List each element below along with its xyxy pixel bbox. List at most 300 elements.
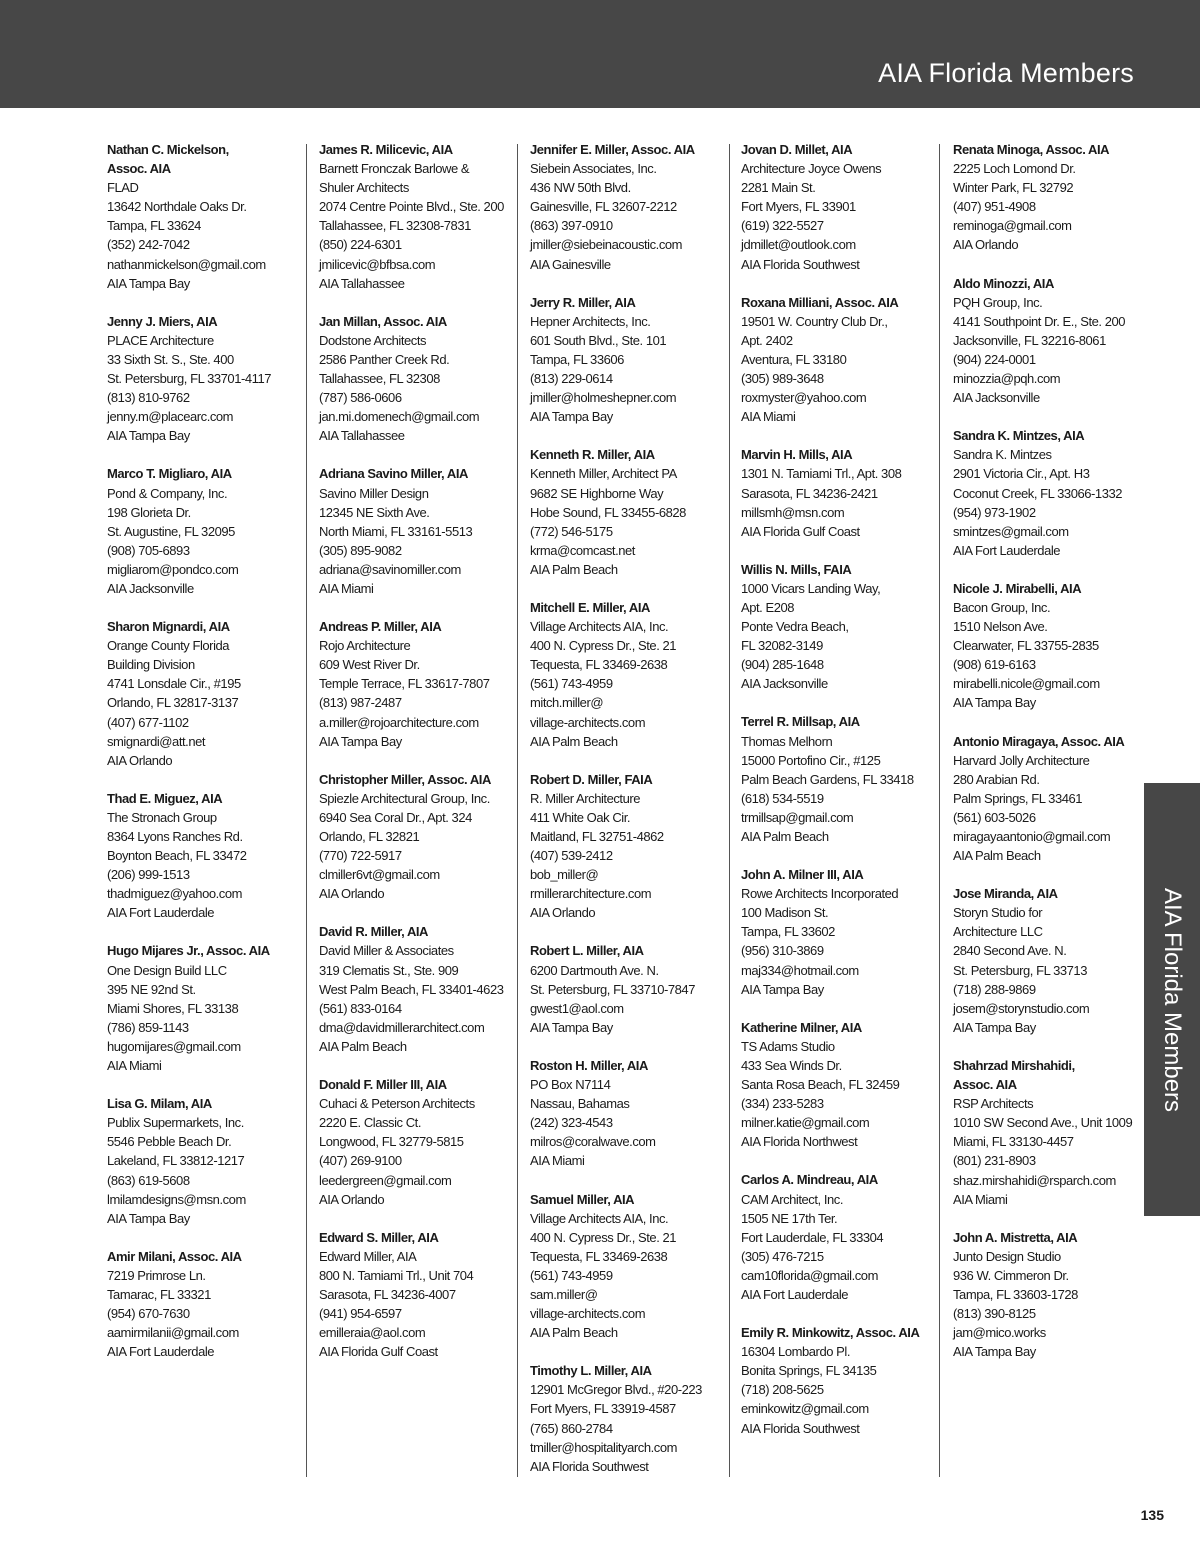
- member-entry: [953, 1228, 1158, 1362]
- member-entry: [953, 884, 1158, 1037]
- member-detail: David Miller & Associates: [319, 943, 454, 959]
- member-detail: Tampa, FL 33602: [741, 924, 835, 940]
- member-entry: [530, 1361, 735, 1476]
- member-entry: [741, 1323, 946, 1438]
- member-detail: 6940 Sea Coral Dr., Apt. 324: [319, 809, 472, 825]
- member-name: Adriana Savino Miller, AIA: [319, 466, 468, 482]
- member-detail: AIA Orlando: [319, 886, 385, 902]
- member-detail: 12901 McGregor Blvd., #20-223: [530, 1382, 702, 1398]
- member-detail: nathanmickelson@gmail.com: [107, 256, 266, 272]
- member-entry: [741, 140, 946, 274]
- member-detail: 2074 Centre Pointe Blvd., Ste. 200: [319, 199, 504, 215]
- member-name: David R. Miller, AIA: [319, 924, 428, 940]
- member-detail: roxmyster@yahoo.com: [741, 390, 867, 406]
- member-entry: [741, 445, 946, 540]
- member-detail: Dodstone Architects: [319, 332, 427, 348]
- member-detail: clmiller6vt@gmail.com: [319, 867, 440, 883]
- member-detail: (941) 954-6597: [319, 1306, 402, 1322]
- member-detail: AIA Tampa Bay: [953, 695, 1036, 711]
- member-detail: 1510 Nelson Ave.: [953, 619, 1048, 635]
- member-entry: [530, 598, 735, 751]
- member-entry: [953, 1056, 1158, 1209]
- member-detail: Village Architects AIA, Inc.: [530, 1210, 669, 1226]
- member-detail: 436 NW 50th Blvd.: [530, 180, 631, 196]
- member-name: Jenny J. Miers, AIA: [107, 313, 218, 329]
- member-detail: AIA Tampa Bay: [953, 1019, 1036, 1035]
- member-detail: Bonita Springs, FL 34135: [741, 1363, 877, 1379]
- member-detail: 4741 Lonsdale Cir., #195: [107, 676, 241, 692]
- member-detail: 2225 Loch Lomond Dr.: [953, 161, 1076, 177]
- member-detail: minozzia@pqh.com: [953, 371, 1061, 387]
- member-detail: (904) 285-1648: [741, 657, 824, 673]
- member-detail: AIA Tallahassee: [319, 428, 405, 444]
- member-detail: 609 West River Dr.: [319, 657, 420, 673]
- member-detail: emilleraia@aol.com: [319, 1325, 426, 1341]
- page-header: [0, 0, 1200, 108]
- member-name: Jovan D. Millet, AIA: [741, 142, 853, 157]
- member-detail: 2281 Main St.: [741, 180, 816, 196]
- member-detail: Sarasota, FL 34236-4007: [319, 1286, 456, 1302]
- member-detail: Savino Miller Design: [319, 485, 429, 501]
- member-detail: AIA Tampa Bay: [741, 981, 824, 997]
- member-detail: reminoga@gmail.com: [953, 218, 1072, 234]
- member-detail: AIA Tampa Bay: [107, 1210, 190, 1226]
- member-detail: 1010 SW Second Ave., Unit 1009: [953, 1115, 1133, 1131]
- member-detail: jan.mi.domenech@gmail.com: [319, 409, 480, 425]
- member-detail: maj334@hotmail.com: [741, 962, 859, 978]
- member-detail: jmiller@siebeinacoustic.com: [530, 237, 683, 253]
- member-detail: smignardi@att.net: [107, 733, 206, 749]
- member-detail: hugomijares@gmail.com: [107, 1038, 241, 1054]
- member-detail: (561) 833-0164: [319, 1000, 402, 1016]
- member-name: Roxana Milliani, Assoc. AIA: [741, 294, 899, 310]
- member-detail: Orlando, FL 32817-3137: [107, 695, 239, 711]
- member-detail: AIA Miami: [741, 409, 796, 425]
- member-detail: Lakeland, FL 33812-1217: [107, 1153, 245, 1169]
- directory-column-3: [530, 140, 735, 1495]
- member-detail: Publix Supermarkets, Inc.: [107, 1115, 244, 1131]
- member-detail: Aventura, FL 33180: [741, 351, 847, 367]
- column-divider: [939, 144, 940, 1477]
- member-entry: [319, 617, 524, 751]
- member-detail: (954) 973-1902: [953, 504, 1036, 520]
- member-detail: Junto Design Studio: [953, 1248, 1061, 1264]
- member-name: Robert D. Miller, FAIA: [530, 771, 653, 787]
- member-detail: (904) 224-0001: [953, 351, 1036, 367]
- member-entry: [319, 312, 524, 446]
- member-detail: AIA Palm Beach: [530, 733, 618, 749]
- member-detail: (206) 999-1513: [107, 867, 190, 883]
- member-detail: AIA Tampa Bay: [530, 1019, 613, 1035]
- member-detail: Cuhaci & Peterson Architects: [319, 1096, 475, 1112]
- member-detail: Apt. E208: [741, 599, 795, 615]
- member-detail: FL 32082-3149: [741, 638, 823, 654]
- member-detail: Fort Myers, FL 33919-4587: [530, 1401, 676, 1417]
- member-detail: (407) 951-4908: [953, 199, 1036, 215]
- member-detail: (956) 310-3869: [741, 943, 824, 959]
- member-detail: 411 White Oak Cir.: [530, 809, 631, 825]
- member-detail: PQH Group, Inc.: [953, 294, 1043, 310]
- member-detail: Pond & Company, Inc.: [107, 485, 228, 501]
- member-detail: Edward Miller, AIA: [319, 1248, 417, 1264]
- member-detail: mirabelli.nicole@gmail.com: [953, 676, 1100, 692]
- member-detail: Fort Myers, FL 33901: [741, 199, 856, 215]
- member-entry: [319, 922, 524, 1056]
- section-title: AIA Florida Members: [878, 58, 1134, 88]
- member-name: Sandra K. Mintzes, AIA: [953, 428, 1085, 444]
- member-detail: krma@comcast.net: [530, 542, 635, 558]
- member-detail: lmilamdesigns@msn.com: [107, 1191, 246, 1207]
- member-detail: Maitland, FL 32751-4862: [530, 829, 664, 844]
- member-entry: [741, 293, 946, 427]
- member-detail: 319 Clematis St., Ste. 909: [319, 962, 459, 978]
- member-detail: One Design Build LLC: [107, 962, 227, 978]
- directory-column-2: [319, 140, 524, 1380]
- member-detail: (618) 534-5519: [741, 790, 824, 806]
- member-detail: AIA Palm Beach: [530, 561, 618, 577]
- member-detail: AIA Orlando: [530, 905, 596, 921]
- member-detail: The Stronach Group: [107, 809, 217, 825]
- member-detail: (786) 859-1143: [107, 1019, 189, 1035]
- member-detail: 9682 SE Highborne Way: [530, 485, 664, 501]
- member-detail: Kenneth Miller, Architect PA: [530, 466, 677, 482]
- member-entry: [530, 770, 735, 923]
- member-detail: Tamarac, FL 33321: [107, 1286, 211, 1302]
- member-detail: (801) 231-8903: [953, 1153, 1036, 1169]
- member-detail: (954) 670-7630: [107, 1306, 190, 1322]
- member-detail: AIA Palm Beach: [741, 829, 829, 844]
- member-name: Samuel Miller, AIA: [530, 1191, 635, 1207]
- member-detail: rmillerarchitecture.com: [530, 886, 652, 902]
- member-detail: Building Division: [107, 657, 195, 673]
- member-name: Mitchell E. Miller, AIA: [530, 599, 650, 615]
- member-detail: 800 N. Tamiami Trl., Unit 704: [319, 1267, 474, 1283]
- member-detail: AIA Fort Lauderdale: [953, 542, 1061, 558]
- member-detail: (787) 586-0606: [319, 390, 402, 406]
- member-detail: (561) 743-4959: [530, 1267, 613, 1283]
- member-detail: jmiller@holmeshepner.com: [530, 390, 677, 406]
- member-detail: (908) 619-6163: [953, 657, 1036, 673]
- member-detail: village-architects.com: [530, 714, 646, 730]
- member-detail: AIA Miami: [953, 1191, 1008, 1207]
- member-name: Timothy L. Miller, AIA: [530, 1363, 652, 1379]
- member-entry: [319, 1228, 524, 1362]
- member-detail: St. Petersburg, FL 33701-4117: [107, 371, 272, 387]
- member-detail: 16304 Lombardo Pl.: [741, 1344, 850, 1360]
- member-entry: [319, 464, 524, 598]
- column-divider: [306, 144, 307, 1477]
- member-name: Nicole J. Mirabelli, AIA: [953, 580, 1082, 596]
- member-name: Assoc. AIA: [107, 161, 171, 177]
- member-detail: 12345 NE Sixth Ave.: [319, 504, 430, 520]
- member-detail: (619) 322-5527: [741, 218, 824, 234]
- member-detail: (863) 397-0910: [530, 218, 613, 234]
- member-entry: [530, 445, 735, 579]
- member-name: Jose Miranda, AIA: [953, 886, 1058, 902]
- member-detail: millsmh@msn.com: [741, 504, 845, 520]
- member-detail: Tampa, FL 33603-1728: [953, 1286, 1078, 1302]
- member-detail: milner.katie@gmail.com: [741, 1115, 870, 1131]
- member-detail: AIA Fort Lauderdale: [741, 1286, 849, 1302]
- member-entry: [107, 312, 312, 446]
- member-detail: Storyn Studio for: [953, 905, 1043, 921]
- member-name: John A. Milner III, AIA: [741, 867, 864, 883]
- member-detail: AIA Palm Beach: [953, 848, 1041, 864]
- member-detail: 5546 Pebble Beach Dr.: [107, 1134, 232, 1150]
- member-name: Renata Minoga, Assoc. AIA: [953, 142, 1110, 157]
- member-detail: 2586 Panther Creek Rd.: [319, 351, 450, 367]
- member-name: Marco T. Migliaro, AIA: [107, 466, 232, 482]
- member-detail: Palm Springs, FL 33461: [953, 790, 1083, 806]
- member-detail: Tallahassee, FL 32308-7831: [319, 218, 471, 234]
- member-entry: [319, 140, 524, 293]
- member-detail: village-architects.com: [530, 1306, 646, 1322]
- member-detail: 400 N. Cypress Dr., Ste. 21: [530, 638, 677, 654]
- member-detail: (813) 390-8125: [953, 1306, 1036, 1322]
- member-detail: eminkowitz@gmail.com: [741, 1401, 869, 1417]
- member-detail: adriana@savinomiller.com: [319, 561, 461, 577]
- member-detail: mitch.miller@: [530, 695, 604, 711]
- member-detail: thadmiguez@yahoo.com: [107, 886, 242, 902]
- member-detail: AIA Orlando: [319, 1191, 385, 1207]
- member-detail: Tallahassee, FL 32308: [319, 371, 440, 387]
- member-detail: Harvard Jolly Architecture: [953, 752, 1090, 768]
- member-detail: Apt. 2402: [741, 332, 793, 348]
- member-detail: 1301 N. Tamiami Trl., Apt. 308: [741, 466, 902, 482]
- member-name: Sharon Mignardi, AIA: [107, 619, 230, 635]
- page-number: 135: [1140, 1507, 1164, 1523]
- member-detail: cam10florida@gmail.com: [741, 1267, 878, 1283]
- member-detail: PO Box N7114: [530, 1077, 611, 1093]
- member-detail: (407) 539-2412: [530, 848, 613, 864]
- member-detail: Orange County Florida: [107, 638, 230, 654]
- member-detail: Santa Rosa Beach, FL 32459: [741, 1077, 900, 1093]
- member-name: Carlos A. Mindreau, AIA: [741, 1172, 878, 1188]
- member-detail: dma@davidmillerarchitect.com: [319, 1019, 485, 1035]
- member-detail: Architecture Joyce Owens: [741, 161, 882, 177]
- member-detail: AIA Florida Southwest: [741, 256, 860, 272]
- member-detail: Tampa, FL 33624: [107, 218, 201, 234]
- member-detail: (718) 208-5625: [741, 1382, 824, 1398]
- member-detail: (561) 743-4959: [530, 676, 613, 692]
- member-entry: [530, 1056, 735, 1171]
- member-detail: (813) 810-9762: [107, 390, 190, 406]
- member-name: Amir Milani, Assoc. AIA: [107, 1248, 242, 1264]
- member-detail: (908) 705-6893: [107, 542, 190, 558]
- member-detail: milros@coralwave.com: [530, 1134, 656, 1150]
- member-detail: Village Architects AIA, Inc.: [530, 619, 669, 635]
- member-detail: (561) 603-5026: [953, 809, 1036, 825]
- member-detail: AIA Florida Northwest: [741, 1134, 858, 1150]
- member-entry: [107, 464, 312, 598]
- member-detail: West Palm Beach, FL 33401-4623: [319, 981, 504, 997]
- member-detail: AIA Palm Beach: [319, 1038, 407, 1054]
- member-name: Shahrzad Mirshahidi,: [953, 1057, 1075, 1073]
- member-detail: (770) 722-5917: [319, 848, 402, 864]
- member-detail: Longwood, FL 32779-5815: [319, 1134, 464, 1150]
- member-detail: (772) 546-5175: [530, 523, 613, 539]
- member-detail: Sarasota, FL 34236-2421: [741, 485, 878, 501]
- member-entry: [953, 732, 1158, 866]
- member-entry: [953, 274, 1158, 408]
- member-detail: Rowe Architects Incorporated: [741, 886, 899, 902]
- member-detail: AIA Florida Southwest: [530, 1458, 649, 1474]
- side-tab-label: AIA Florida Members: [1159, 887, 1186, 1112]
- member-detail: 7219 Primrose Ln.: [107, 1267, 206, 1283]
- directory-column-4: [741, 140, 946, 1457]
- member-detail: jdmillet@outlook.com: [741, 237, 856, 253]
- member-name: Christopher Miller, Assoc. AIA: [319, 771, 491, 787]
- member-detail: AIA Palm Beach: [530, 1325, 618, 1341]
- member-detail: AIA Florida Southwest: [741, 1420, 860, 1436]
- member-detail: 2840 Second Ave. N.: [953, 943, 1067, 959]
- member-detail: 100 Madison St.: [741, 905, 829, 921]
- member-detail: Siebein Associates, Inc.: [530, 161, 657, 177]
- member-name: John A. Mistretta, AIA: [953, 1229, 1078, 1245]
- member-name: Aldo Minozzi, AIA: [953, 275, 1054, 291]
- member-detail: 433 Sea Winds Dr.: [741, 1057, 842, 1073]
- member-name: Donald F. Miller III, AIA: [319, 1077, 447, 1093]
- member-detail: Tampa, FL 33606: [530, 351, 624, 367]
- member-detail: AIA Florida Gulf Coast: [741, 523, 860, 539]
- member-detail: Hepner Architects, Inc.: [530, 313, 651, 329]
- member-detail: 15000 Portofino Cir., #125: [741, 752, 881, 768]
- member-name: Andreas P. Miller, AIA: [319, 619, 442, 635]
- member-entry: [953, 140, 1158, 255]
- member-entry: [530, 1190, 735, 1343]
- member-name: Robert L. Miller, AIA: [530, 943, 644, 959]
- member-entry: [107, 140, 312, 293]
- member-entry: [953, 579, 1158, 713]
- member-detail: AIA Tampa Bay: [530, 409, 613, 425]
- member-detail: St. Petersburg, FL 33713: [953, 962, 1087, 978]
- member-detail: (407) 677-1102: [107, 714, 189, 730]
- member-detail: leedergreen@gmail.com: [319, 1172, 452, 1188]
- member-detail: AIA Tallahassee: [319, 275, 405, 291]
- member-detail: CAM Architect, Inc.: [741, 1191, 843, 1207]
- member-detail: AIA Tampa Bay: [953, 1344, 1036, 1360]
- member-detail: 33 Sixth St. S., Ste. 400: [107, 351, 234, 367]
- member-entry: [741, 865, 946, 999]
- member-detail: (850) 224-6301: [319, 237, 402, 253]
- member-name: Kenneth R. Miller, AIA: [530, 447, 655, 463]
- member-detail: Rojo Architecture: [319, 638, 411, 654]
- member-detail: 8364 Lyons Ranches Rd.: [107, 829, 243, 844]
- member-name: Roston H. Miller, AIA: [530, 1057, 648, 1073]
- member-entry: [741, 1170, 946, 1304]
- member-entry: [107, 1247, 312, 1362]
- member-detail: AIA Fort Lauderdale: [107, 1344, 215, 1360]
- member-detail: AIA Orlando: [107, 752, 173, 768]
- directory-column-1: [107, 140, 312, 1380]
- member-entry: [107, 941, 312, 1075]
- member-entry: [530, 293, 735, 427]
- member-detail: Clearwater, FL 33755-2835: [953, 638, 1099, 654]
- member-detail: Fort Lauderdale, FL 33304: [741, 1229, 884, 1245]
- member-entry: [319, 770, 524, 904]
- member-name: Jerry R. Miller, AIA: [530, 294, 636, 310]
- member-detail: Coconut Creek, FL 33066-1332: [953, 485, 1123, 501]
- member-detail: (242) 323-4543: [530, 1115, 613, 1131]
- member-entry: [107, 617, 312, 770]
- member-detail: miragayaantonio@gmail.com: [953, 829, 1111, 844]
- member-entry: [741, 1018, 946, 1152]
- member-detail: Miami Shores, FL 33138: [107, 1000, 239, 1016]
- member-entry: [107, 1094, 312, 1228]
- member-detail: 19501 W. Country Club Dr.,: [741, 313, 888, 329]
- member-name: Jan Millan, Assoc. AIA: [319, 313, 447, 329]
- member-detail: AIA Orlando: [953, 237, 1019, 253]
- member-detail: AIA Tampa Bay: [107, 275, 190, 291]
- member-detail: shaz.mirshahidi@rsparch.com: [953, 1172, 1116, 1188]
- member-detail: AIA Jacksonville: [741, 676, 828, 692]
- member-name: Jennifer E. Miller, Assoc. AIA: [530, 142, 695, 157]
- member-detail: AIA Fort Lauderdale: [107, 905, 215, 921]
- member-detail: St. Augustine, FL 32095: [107, 523, 235, 539]
- member-detail: 2220 E. Classic Ct.: [319, 1115, 421, 1131]
- member-detail: 6200 Dartmouth Ave. N.: [530, 962, 659, 978]
- member-detail: (305) 476-7215: [741, 1248, 824, 1264]
- member-detail: Ponte Vedra Beach,: [741, 619, 849, 635]
- member-detail: Orlando, FL 32821: [319, 829, 420, 844]
- member-name: Thad E. Miguez, AIA: [107, 790, 223, 806]
- member-detail: jenny.m@placearc.com: [107, 409, 234, 425]
- member-detail: 198 Glorieta Dr.: [107, 504, 191, 520]
- member-detail: Temple Terrace, FL 33617-7807: [319, 676, 490, 692]
- member-detail: 936 W. Cimmeron Dr.: [953, 1267, 1069, 1283]
- directory-column-5: [953, 140, 1158, 1380]
- member-name: Marvin H. Mills, AIA: [741, 447, 853, 463]
- member-name: Lisa G. Milam, AIA: [107, 1096, 212, 1112]
- member-detail: gwest1@aol.com: [530, 1000, 624, 1016]
- member-detail: tmiller@hospitalityarch.com: [530, 1439, 677, 1455]
- member-name: James R. Milicevic, AIA: [319, 142, 453, 157]
- member-detail: AIA Miami: [319, 580, 374, 596]
- member-detail: AIA Miami: [530, 1153, 585, 1169]
- member-name: Assoc. AIA: [953, 1077, 1017, 1093]
- member-detail: 1505 NE 17th Ter.: [741, 1210, 838, 1226]
- member-detail: AIA Gainesville: [530, 256, 611, 272]
- member-entry: [741, 712, 946, 846]
- member-detail: (718) 288-9869: [953, 981, 1036, 997]
- member-detail: sam.miller@: [530, 1286, 598, 1302]
- member-detail: AIA Jacksonville: [953, 390, 1040, 406]
- member-name: Hugo Mijares Jr., Assoc. AIA: [107, 943, 270, 959]
- member-detail: (305) 895-9082: [319, 542, 402, 558]
- member-entry: [107, 789, 312, 923]
- member-detail: Spiezle Architectural Group, Inc.: [319, 790, 490, 806]
- member-detail: PLACE Architecture: [107, 332, 214, 348]
- member-detail: Winter Park, FL 32792: [953, 180, 1074, 196]
- member-detail: Tequesta, FL 33469-2638: [530, 657, 668, 673]
- member-name: Nathan C. Mickelson,: [107, 142, 229, 157]
- column-divider: [517, 144, 518, 1477]
- member-detail: josem@storynstudio.com: [953, 1000, 1090, 1016]
- member-detail: 400 N. Cypress Dr., Ste. 21: [530, 1229, 677, 1245]
- member-detail: Gainesville, FL 32607-2212: [530, 199, 677, 215]
- member-detail: Miami, FL 33130-4457: [953, 1134, 1074, 1150]
- member-name: Antonio Miragaya, Assoc. AIA: [953, 733, 1125, 749]
- member-detail: 280 Arabian Rd.: [953, 771, 1040, 787]
- member-detail: AIA Miami: [107, 1058, 162, 1074]
- member-detail: Architecture LLC: [953, 924, 1043, 940]
- member-detail: Nassau, Bahamas: [530, 1096, 630, 1112]
- member-detail: North Miami, FL 33161-5513: [319, 523, 473, 539]
- member-detail: FLAD: [107, 180, 139, 196]
- member-detail: trmillsap@gmail.com: [741, 809, 854, 825]
- member-detail: St. Petersburg, FL 33710-7847: [530, 981, 695, 997]
- member-detail: (813) 229-0614: [530, 371, 613, 387]
